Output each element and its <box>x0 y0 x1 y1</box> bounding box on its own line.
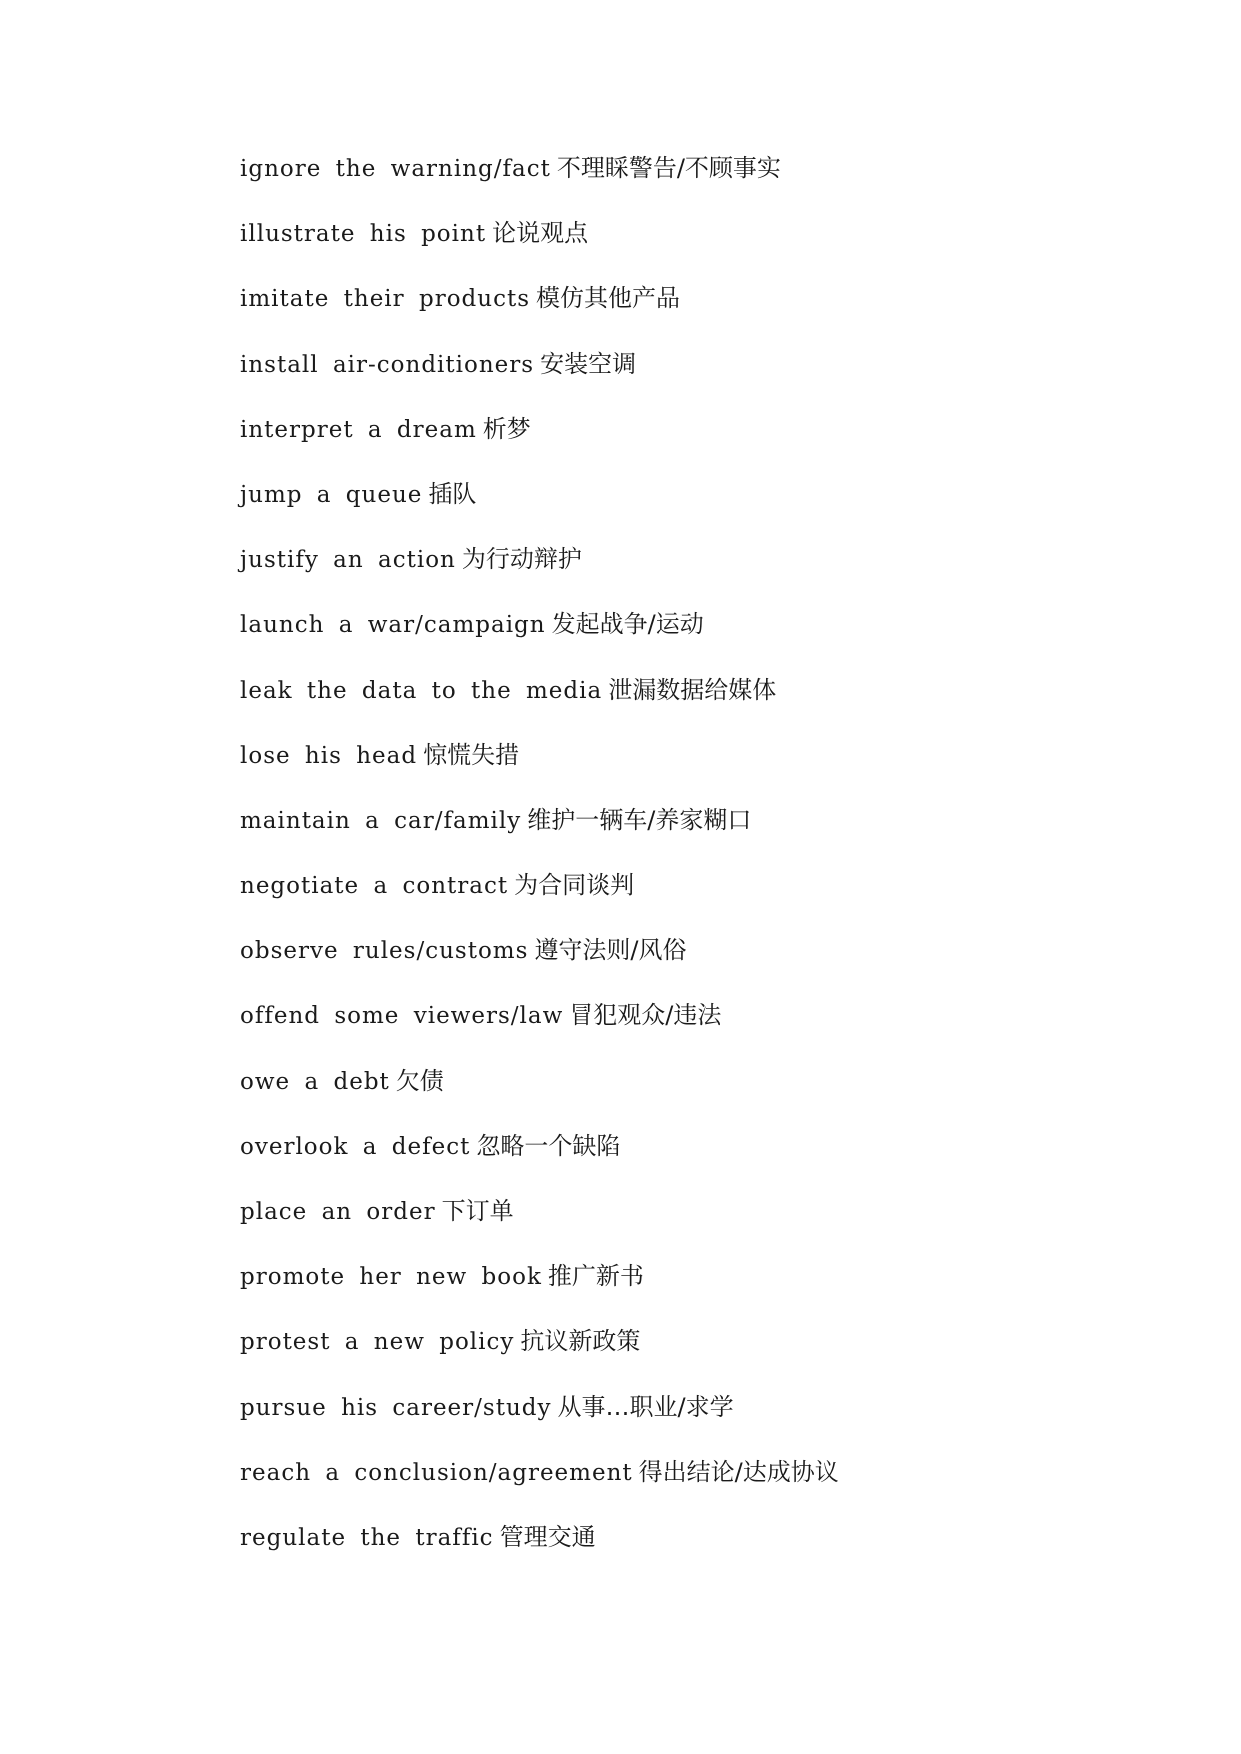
list-item <box>240 867 839 932</box>
english-phrase: imitate their products <box>240 286 530 313</box>
list-item <box>240 1323 839 1388</box>
list-item <box>240 606 839 671</box>
chinese-translation: 析梦 <box>482 414 531 443</box>
list-item <box>240 1063 839 1128</box>
english-phrase: justify an action <box>240 547 456 574</box>
list-item <box>240 1128 839 1193</box>
chinese-translation: 为合同谈判 <box>514 871 635 900</box>
english-phrase: reach a conclusion/agreement <box>240 1459 633 1486</box>
chinese-translation: 为行动辩护 <box>461 545 582 574</box>
chinese-translation: 冒犯观众/违法 <box>569 1001 722 1030</box>
list-item <box>240 932 839 997</box>
list-item <box>240 150 839 215</box>
english-phrase: negotiate a contract <box>240 873 509 900</box>
english-phrase: owe a debt <box>240 1068 390 1095</box>
chinese-translation: 模仿其他产品 <box>536 284 680 313</box>
list-item <box>240 1389 839 1454</box>
english-phrase: promote her new book <box>240 1264 542 1291</box>
chinese-translation: 得出结论/达成协议 <box>638 1457 839 1486</box>
english-phrase: protest a new policy <box>240 1329 515 1356</box>
english-phrase: place an order <box>240 1199 436 1225</box>
list-item <box>240 280 839 345</box>
english-phrase: install air-conditioners <box>240 351 535 378</box>
list-item <box>240 672 839 737</box>
english-phrase: interpret a dream <box>240 416 477 443</box>
chinese-translation: 推广新书 <box>547 1262 644 1291</box>
english-phrase: launch a war/campaign <box>240 612 546 639</box>
english-phrase: observe rules/customs <box>240 938 529 965</box>
list-item <box>240 802 839 867</box>
chinese-translation: 不理睬警告/不顾事实 <box>556 154 781 182</box>
chinese-translation: 论说观点 <box>492 219 589 248</box>
chinese-translation: 插队 <box>428 479 477 508</box>
list-item <box>240 997 839 1062</box>
english-phrase: pursue his career/study <box>240 1394 552 1421</box>
english-phrase: lose his head <box>240 742 418 769</box>
chinese-translation: 惊慌失措 <box>423 740 520 769</box>
chinese-translation: 发起战争/运动 <box>551 610 704 639</box>
chinese-translation: 管理交通 <box>499 1522 596 1551</box>
chinese-translation: 泄漏数据给媒体 <box>608 675 777 704</box>
list-item <box>240 1454 839 1519</box>
english-phrase: leak the data to the media <box>240 677 603 704</box>
english-phrase: illustrate his point <box>240 221 487 248</box>
chinese-translation: 忽略一个缺陷 <box>476 1131 621 1160</box>
list-item <box>240 737 839 802</box>
list-item <box>240 1519 839 1584</box>
chinese-translation: 抗议新政策 <box>520 1327 641 1356</box>
chinese-translation: 欠债 <box>395 1066 444 1095</box>
english-phrase: maintain a car/family <box>240 807 522 834</box>
chinese-translation: 维护一辆车/养家糊口 <box>527 805 752 834</box>
chinese-translation: 下订单 <box>441 1197 514 1225</box>
chinese-translation: 从事…职业/求学 <box>557 1392 734 1421</box>
list-item <box>240 411 839 476</box>
list-item <box>240 476 839 541</box>
list-item <box>240 1258 839 1323</box>
english-phrase: overlook a defect <box>240 1133 471 1160</box>
list-item <box>240 541 839 606</box>
chinese-translation: 安装空调 <box>540 349 637 378</box>
chinese-translation: 遵守法则/风俗 <box>534 936 687 965</box>
english-phrase: regulate the traffic <box>240 1524 494 1551</box>
english-phrase: offend some viewers/law <box>240 1003 564 1030</box>
english-phrase: jump a queue <box>240 481 423 508</box>
list-item <box>240 1193 839 1258</box>
phrase-list <box>240 150 839 1584</box>
list-item <box>240 215 839 280</box>
english-phrase: ignore the warning/fact <box>240 156 551 182</box>
list-item <box>240 346 839 411</box>
